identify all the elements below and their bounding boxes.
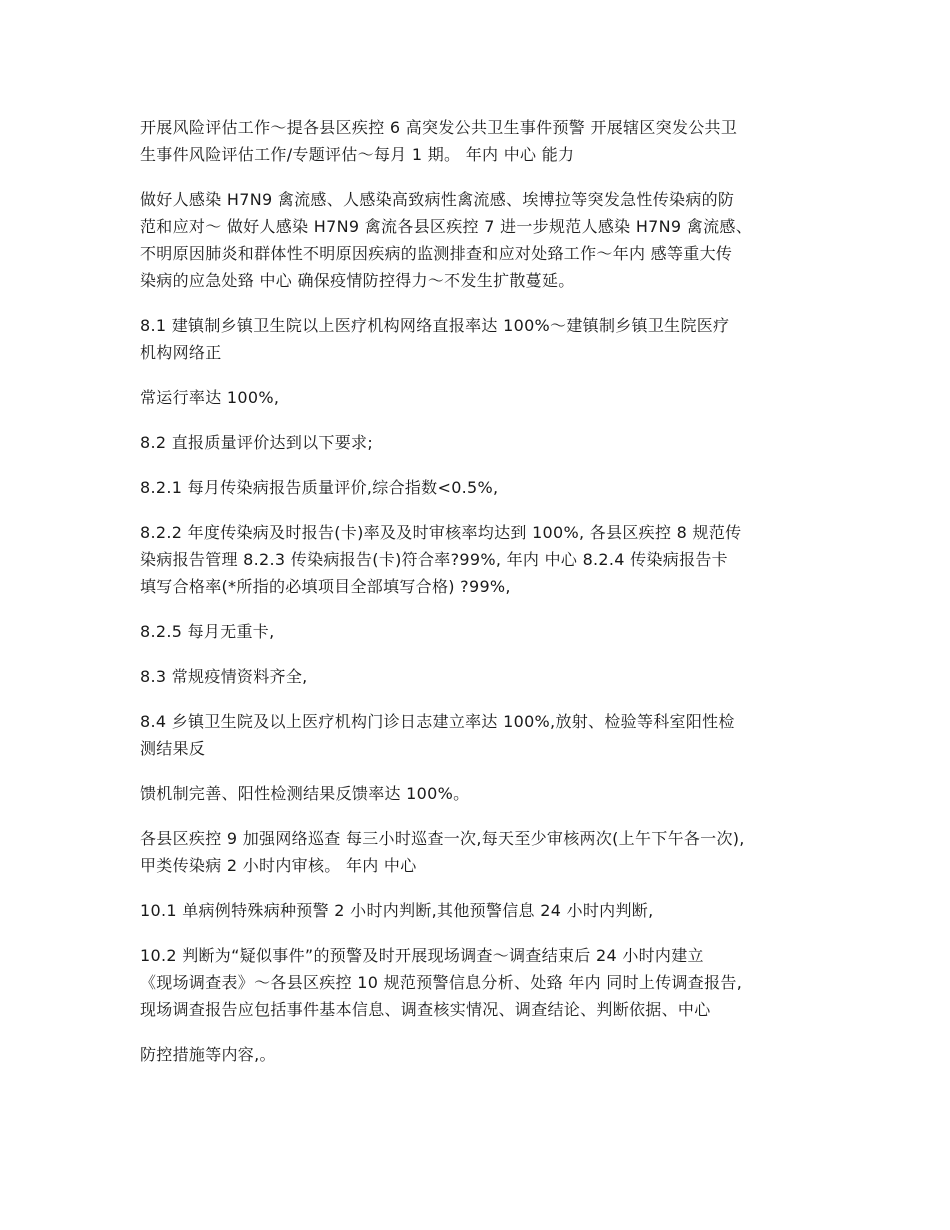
- text-line: 填写合格率(*所指的必填项目全部填写合格) ?99%,: [140, 577, 511, 596]
- text-line: 8.1 建镇制乡镇卫生院以上医疗机构网络直报率达 100%～建镇制乡镇卫生院医疗: [140, 316, 730, 335]
- text-line: 10.2 判断为“疑似事件”的预警及时开展现场调查～调查结束后 24 小时内建立: [140, 946, 704, 965]
- paragraph-10-1: [140, 897, 820, 924]
- paragraph-8-2-1: [140, 474, 820, 501]
- text-line: 8.2 直报质量评价达到以下要求;: [140, 433, 374, 452]
- text-line: 生事件风险评估工作/专题评估～每月 1 期。 年内 中心 能力: [140, 145, 575, 164]
- paragraph-feedback-rate: [140, 780, 820, 807]
- paragraph-8-2-5: [140, 618, 820, 645]
- paragraph-operation-rate: [140, 384, 820, 411]
- text-line: 防控措施等内容,。: [140, 1045, 276, 1064]
- text-line: 甲类传染病 2 小时内审核。 年内 中心: [140, 856, 417, 875]
- paragraph-8-3: [140, 663, 820, 690]
- text-line: 开展风险评估工作～提各县区疾控 6 高突发公共卫生事件预警 开展辖区突发公共卫: [140, 118, 738, 137]
- text-line: 各县区疾控 9 加强网络巡查 每三小时巡查一次,每天至少审核两次(上午下午各一次),: [140, 829, 745, 848]
- text-line: 机构网络正: [140, 343, 222, 362]
- text-line: 不明原因肺炎和群体性不明原因疾病的监测排查和应对处臵工作～年内 感等重大传: [140, 244, 733, 263]
- paragraph-8-1: [140, 312, 820, 366]
- text-line: 范和应对～ 做好人感染 H7N9 禽流各县区疾控 7 进一步规范人感染 H7N9 禽流感、: [140, 217, 753, 236]
- paragraph-10-2: [140, 942, 820, 1023]
- paragraph-h7n9-response: [140, 186, 820, 294]
- text-line: 常运行率达 100%,: [140, 388, 280, 407]
- paragraph-8-2-2: [140, 519, 820, 600]
- text-line: 馈机制完善、阳性检测结果反馈率达 100%。: [140, 784, 470, 803]
- paragraph-8-2: [140, 429, 820, 456]
- text-line: 现场调查报告应包括事件基本信息、调查核实情况、调查结论、判断依据、中心: [140, 1000, 711, 1019]
- paragraph-network-inspection: [140, 825, 820, 879]
- text-line: 8.3 常规疫情资料齐全,: [140, 667, 308, 686]
- text-line: 染病报告管理 8.2.3 传染病报告(卡)符合率?99%, 年内 中心 8.2.4 传染病报告卡: [140, 550, 728, 569]
- text-line: 10.1 单病例特殊病种预警 2 小时内判断,其他预警信息 24 小时内判断,: [140, 901, 654, 920]
- text-line: 染病的应急处臵 中心 确保疫情防控得力～不发生扩散蔓延。: [140, 271, 575, 290]
- text-line: 8.4 乡镇卫生院及以上医疗机构门诊日志建立率达 100%,放射、检验等科室阳性检: [140, 712, 735, 731]
- text-line: 《现场调查表》～各县区疾控 10 规范预警信息分析、处臵 年内 同时上传调查报告,: [140, 973, 743, 992]
- paragraph-risk-assessment: [140, 114, 820, 168]
- text-line: 8.2.2 年度传染病及时报告(卡)率及及时审核率均达到 100%, 各县区疾控 8 规范传: [140, 523, 742, 542]
- text-line: 做好人感染 H7N9 禽流感、人感染高致病性禽流感、埃博拉等突发急性传染病的防: [140, 190, 735, 209]
- paragraph-control-measures: [140, 1041, 820, 1068]
- text-line: 8.2.5 每月无重卡,: [140, 622, 275, 641]
- document-body: [140, 114, 820, 1086]
- text-line: 测结果反: [140, 739, 206, 758]
- paragraph-8-4: [140, 708, 820, 762]
- text-line: 8.2.1 每月传染病报告质量评价,综合指数<0.5%,: [140, 478, 499, 497]
